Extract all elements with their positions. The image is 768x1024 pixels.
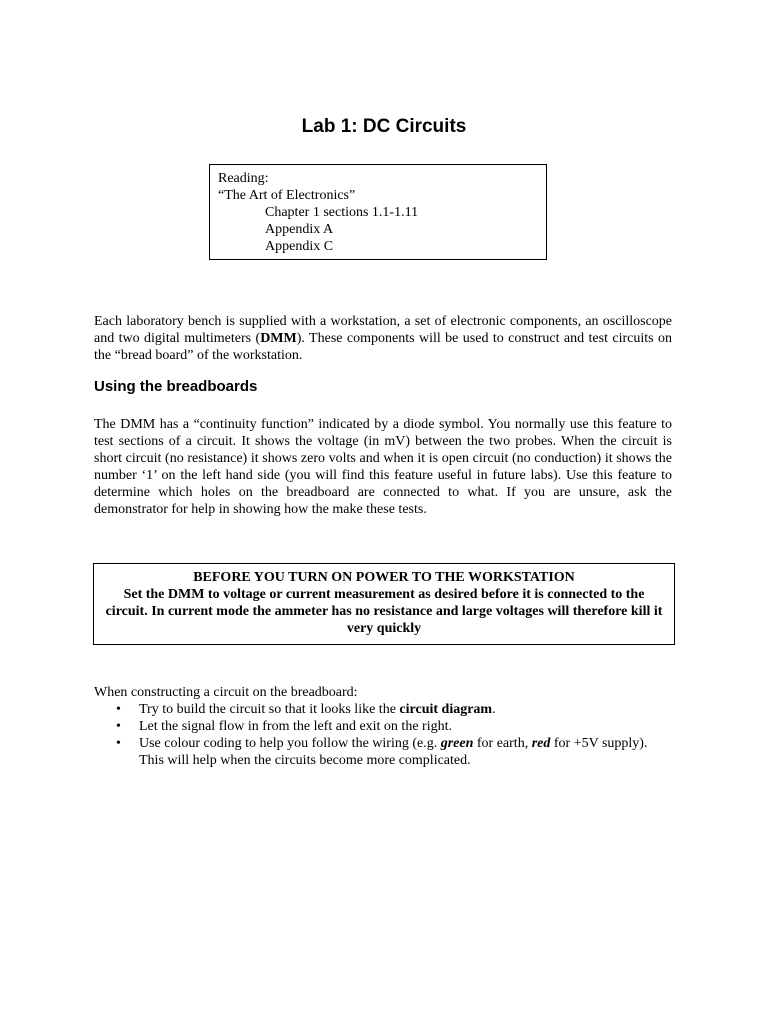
construct-intro: When constructing a circuit on the breadboard:	[94, 685, 358, 700]
bullet-icon: •	[116, 736, 121, 751]
page-title: Lab 1: DC Circuits	[301, 116, 467, 137]
list-item	[94, 718, 672, 735]
intro-text-end: ). These components will be used to construct and test circuits on the “bread board” of the workstation.	[94, 331, 673, 363]
list-item	[94, 735, 672, 769]
circuit-diagram-bold: circuit diagram	[399, 702, 493, 717]
bullet-icon: •	[116, 702, 121, 717]
construct-list	[94, 701, 672, 769]
reading-book: “The Art of Electronics”	[218, 188, 356, 203]
list-text: Use colour coding to help you follow the wiring (e.g.	[139, 736, 441, 751]
red-emphasis: red	[531, 736, 551, 751]
warning-heading: BEFORE YOU TURN ON POWER TO THE WORKSTATION	[193, 570, 575, 585]
reading-item: Appendix A	[265, 222, 334, 237]
warning-box	[93, 563, 675, 645]
dmm-paragraph: The DMM has a “continuity function” indicated by a diode symbol. You normally use this feature to test sections of a circuit. It shows the voltage (in mV) between the two probes. When the circuit is short circuit (no resistance) it shows zero volts and when it is open circuit (no conduction) it shows the number ‘1’ on the left hand side (you will find this feature useful in future labs). Use this feature to determine which holes on the breadboard are connected to what. If you are unsure, ask the demonstrator for help in showing how the make these tests.	[94, 417, 672, 517]
warning-body: Set the DMM to voltage or current measurement as desired before it is connected to the circuit. In current mode the ammeter has no resistance and large voltages will therefore kill it very quickly	[105, 587, 663, 636]
list-text: .	[492, 702, 496, 717]
reading-box	[209, 164, 547, 260]
list-text: Let the signal flow in from the left and exit on the right.	[139, 719, 452, 734]
intro-text: Each laboratory bench is supplied with a workstation, a set of electronic components, an oscilloscope and two digital multimeters (	[94, 314, 672, 346]
green-emphasis: green	[440, 736, 474, 751]
intro-paragraph	[94, 313, 672, 364]
list-text: Try to build the circuit so that it looks like the	[139, 702, 400, 717]
list-text: for +5V supply). This will help when the circuits become more complicated.	[139, 736, 648, 768]
intro-dmm-bold: DMM	[260, 331, 297, 346]
reading-item: Chapter 1 sections 1.1-1.11	[265, 205, 419, 220]
section-heading: Using the breadboards	[94, 378, 258, 395]
reading-label: Reading:	[218, 171, 269, 186]
bullet-icon: •	[116, 719, 121, 734]
reading-item: Appendix C	[265, 239, 334, 254]
list-item	[94, 701, 672, 718]
list-text: for earth,	[473, 736, 532, 751]
